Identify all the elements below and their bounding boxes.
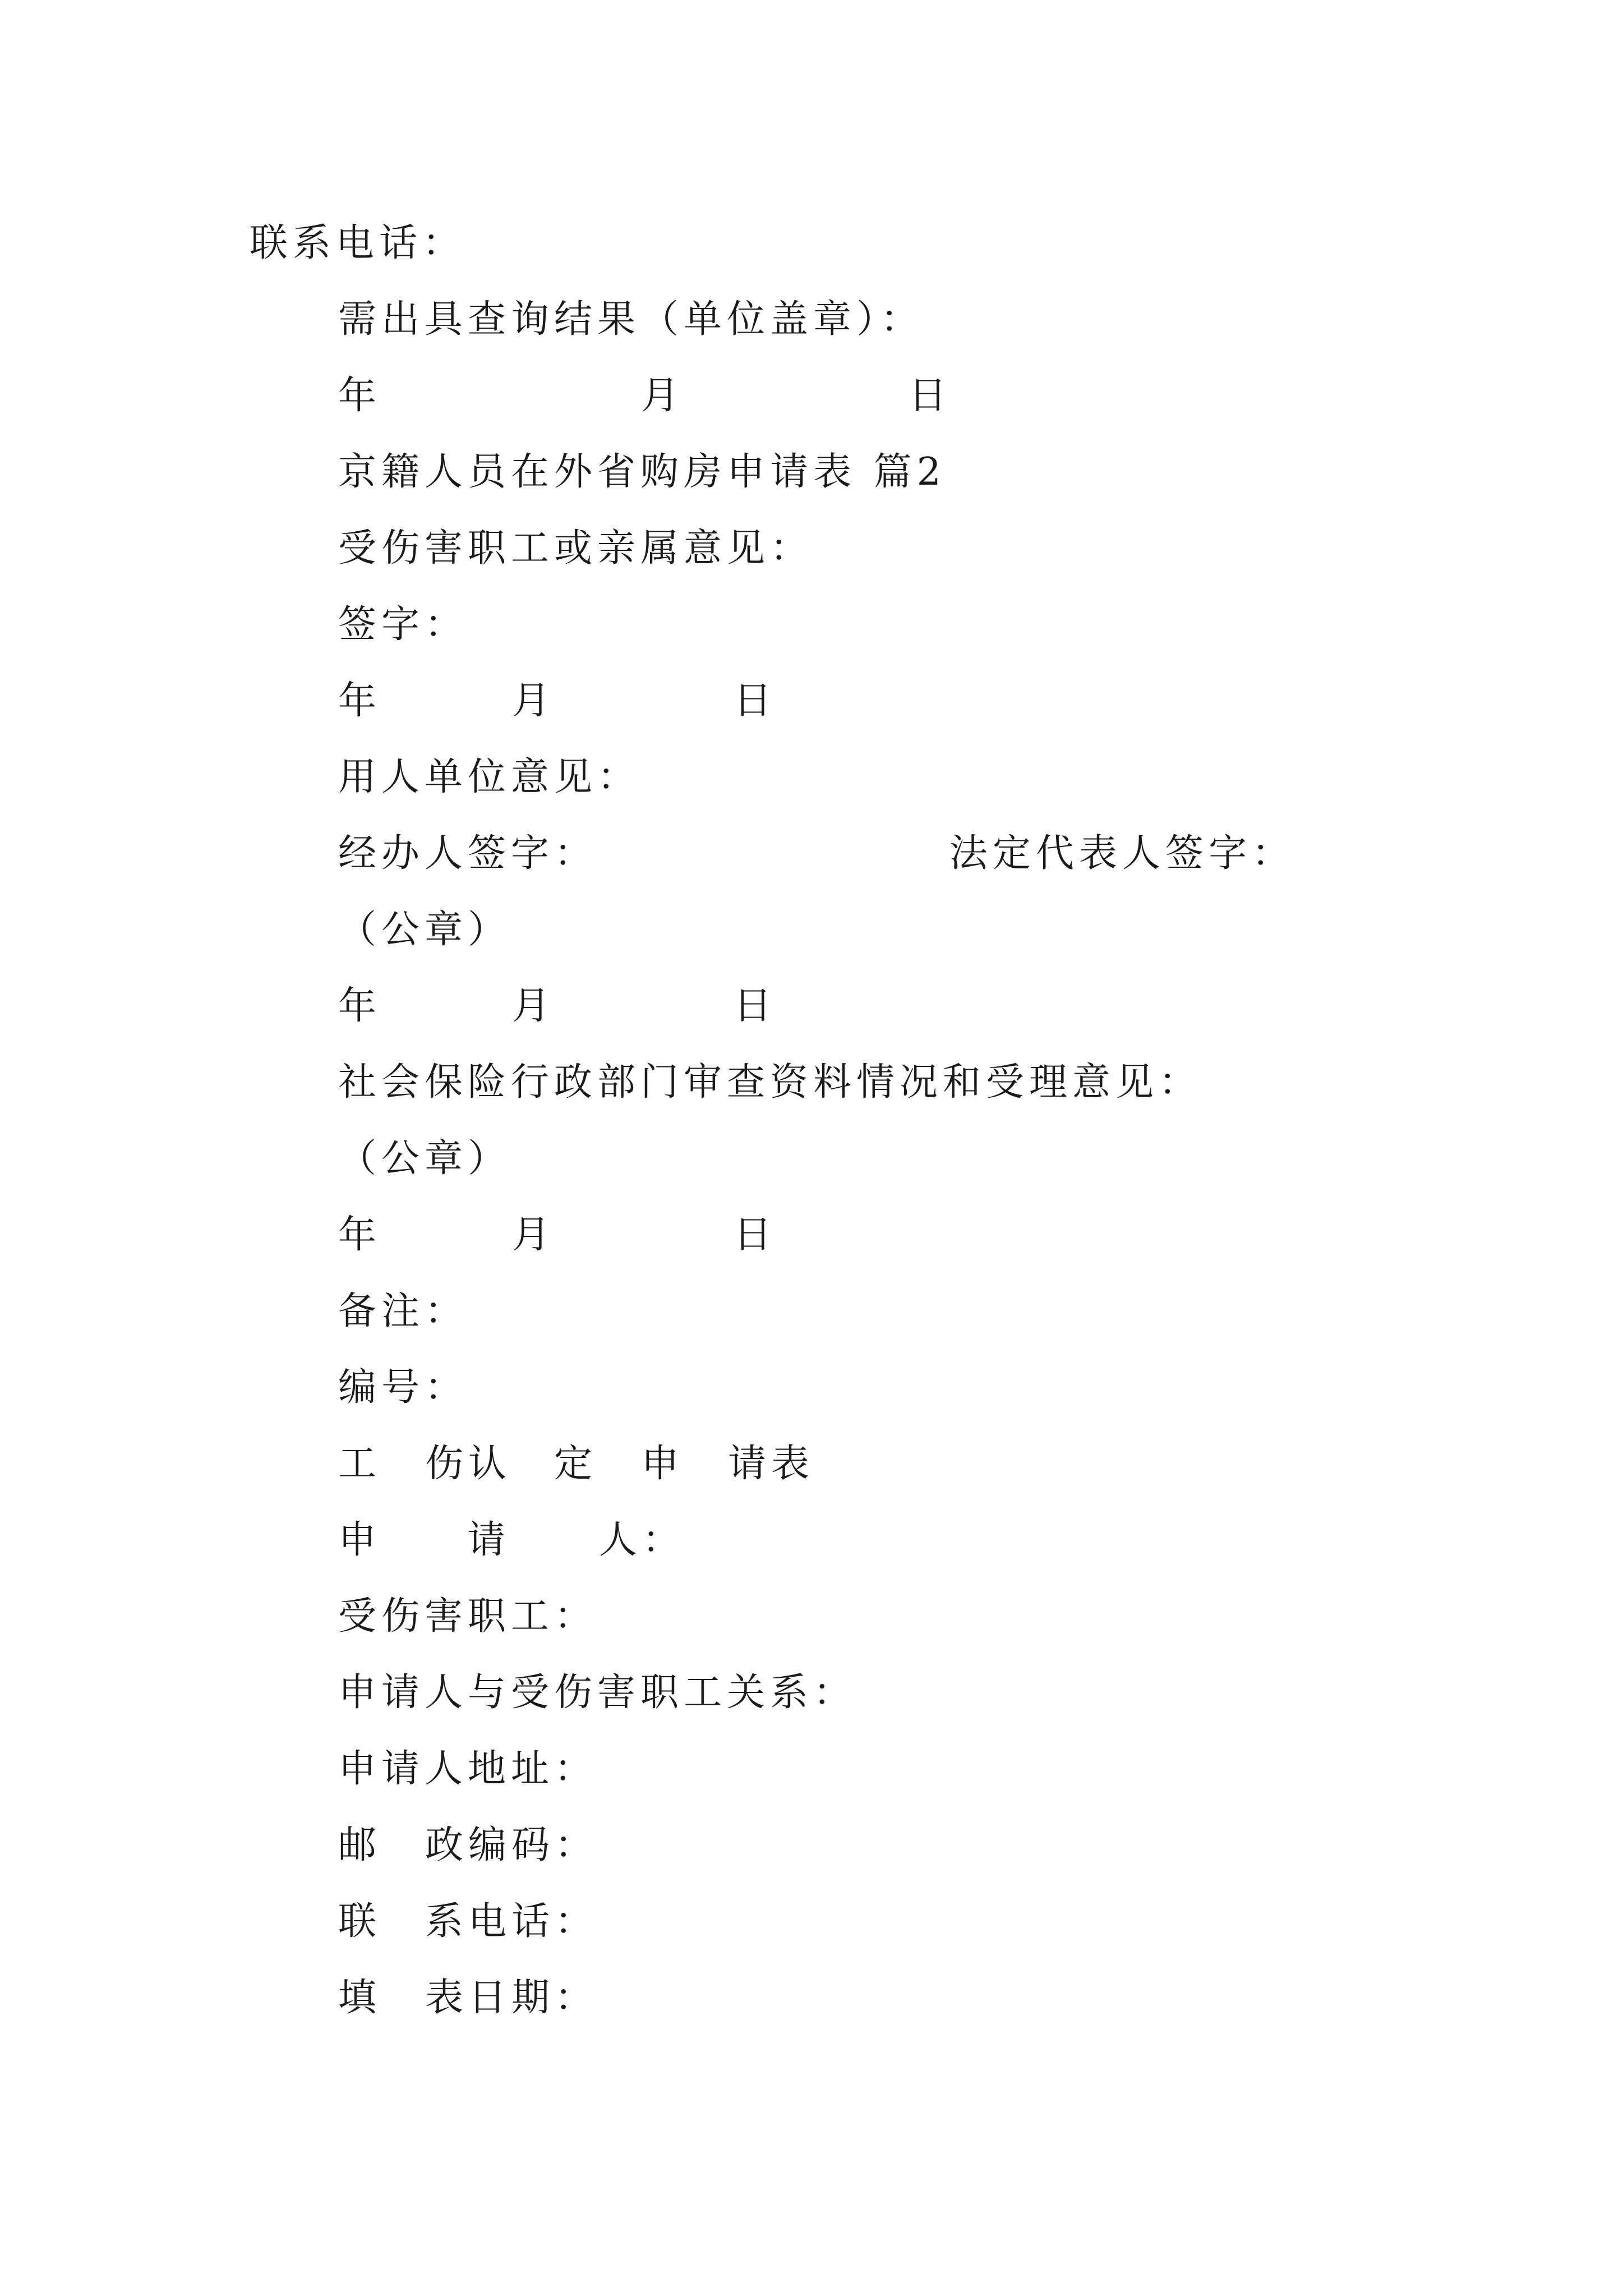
month-label: 月 bbox=[641, 374, 685, 418]
applicant-address-label: 申请人地址： bbox=[338, 1747, 598, 1791]
label-part: 联 bbox=[338, 1899, 382, 1944]
remarks-label: 备注： bbox=[338, 1289, 468, 1333]
social-insurance-opinion-label: 社会保险行政部门审查资料情况和受理意见： bbox=[338, 1060, 1202, 1105]
signature-row bbox=[338, 826, 1295, 882]
label-part: 填 bbox=[338, 1976, 382, 2020]
day-label: 日 bbox=[734, 984, 777, 1028]
handler-signature-label: 经办人签字： bbox=[338, 831, 598, 876]
title-part: 请表 bbox=[728, 1442, 815, 1486]
label-part: 申 bbox=[338, 1518, 382, 1562]
day-label: 日 bbox=[909, 374, 952, 418]
title-part: 工 bbox=[338, 1442, 382, 1486]
contact-phone-label-2 bbox=[338, 1894, 598, 1950]
year-label: 年 bbox=[338, 374, 382, 418]
applicant-label bbox=[338, 1512, 686, 1568]
postal-code-label bbox=[338, 1818, 598, 1874]
month-label: 月 bbox=[512, 984, 556, 1028]
query-result-seal-label: 需出具查询结果（单位盖章）： bbox=[338, 297, 924, 342]
label-part: 政编码： bbox=[425, 1823, 598, 1867]
applicant-relationship-label: 申请人与受伤害职工关系： bbox=[338, 1671, 857, 1715]
date-row-1 bbox=[338, 368, 952, 424]
injured-employee-label: 受伤害职工： bbox=[338, 1594, 598, 1639]
year-label: 年 bbox=[338, 1213, 382, 1257]
day-label: 日 bbox=[734, 1213, 777, 1257]
year-label: 年 bbox=[338, 984, 382, 1028]
fill-date-label bbox=[338, 1970, 598, 2026]
month-label: 月 bbox=[512, 1213, 556, 1257]
day-label: 日 bbox=[734, 679, 777, 723]
label-part: 请 bbox=[467, 1518, 511, 1562]
employee-opinion-label: 受伤害职工或亲属意见： bbox=[338, 526, 814, 570]
title-part: 伤认 bbox=[425, 1442, 512, 1486]
year-label: 年 bbox=[338, 679, 382, 723]
legal-rep-signature-label: 法定代表人签字： bbox=[949, 831, 1295, 876]
date-row-4 bbox=[338, 1207, 777, 1263]
date-row-3 bbox=[338, 978, 777, 1034]
serial-number-label: 编号： bbox=[338, 1365, 468, 1410]
contact-phone-label: 联系电话： bbox=[250, 221, 466, 265]
date-row-2 bbox=[338, 673, 777, 729]
label-part: 人： bbox=[599, 1518, 686, 1562]
label-part: 表日期： bbox=[425, 1976, 598, 2020]
form-title bbox=[338, 1436, 815, 1492]
title-part: 申 bbox=[641, 1442, 685, 1486]
label-part: 系电话： bbox=[425, 1899, 598, 1944]
signature-label: 签字： bbox=[338, 602, 468, 647]
label-part: 邮 bbox=[338, 1823, 382, 1867]
section-title-part2: 京籍人员在外省购房申请表 篇2 bbox=[338, 450, 946, 494]
month-label: 月 bbox=[512, 679, 556, 723]
employer-opinion-label: 用人单位意见： bbox=[338, 755, 641, 799]
official-seal-label: （公章） bbox=[338, 1137, 511, 1181]
official-seal-label: （公章） bbox=[338, 908, 511, 952]
title-part: 定 bbox=[554, 1442, 598, 1486]
